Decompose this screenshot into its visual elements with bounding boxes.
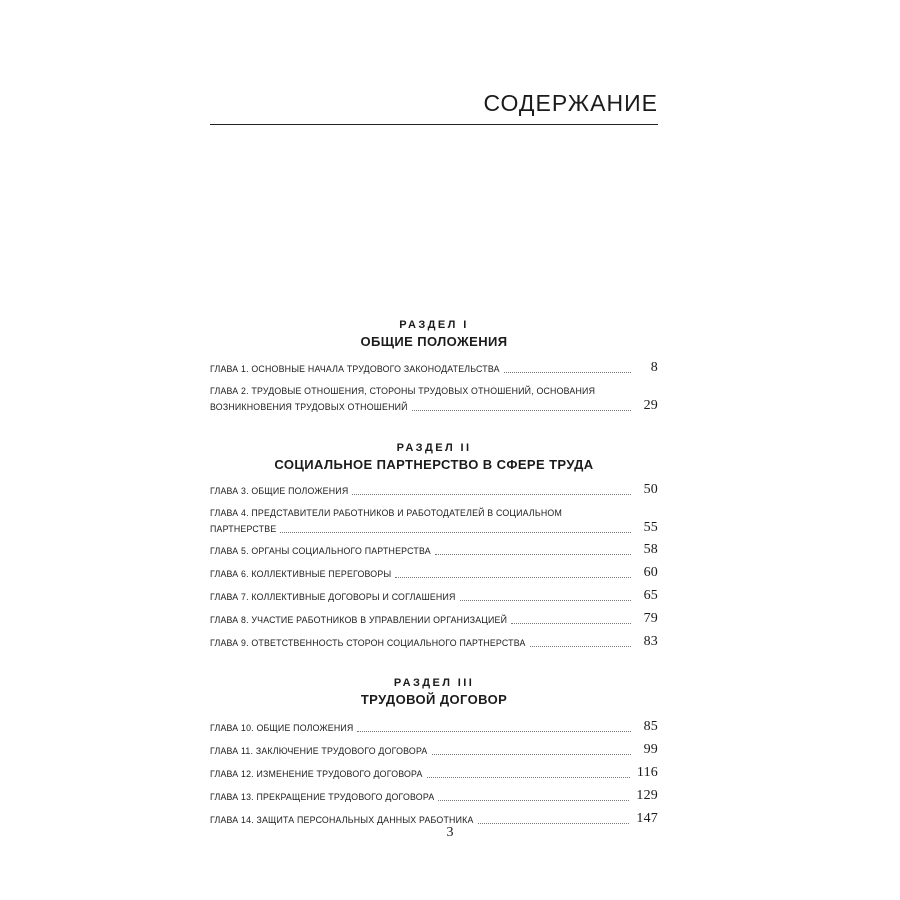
chapter-title: ГЛАВА 10. ОБЩИЕ ПОЛОЖЕНИЯ	[210, 723, 354, 733]
chapter-title: ГЛАВА 6. КОЛЛЕКТИВНЫЕ ПЕРЕГОВОРЫ	[210, 569, 392, 579]
page-number: 8	[650, 360, 658, 375]
page-number: 116	[636, 765, 658, 780]
dot-leader	[395, 576, 631, 578]
dot-leader	[427, 776, 630, 778]
section-1	[210, 317, 658, 351]
chapter-title: ГЛАВА 3. ОБЩИЕ ПОЛОЖЕНИЯ	[210, 486, 349, 496]
toc-entry-chapter-2[interactable]	[210, 385, 658, 414]
page-number: 65	[643, 588, 658, 603]
chapter-title: ГЛАВА 12. ИЗМЕНЕНИЕ ТРУДОВОГО ДОГОВОРА	[210, 769, 423, 779]
page-number: 60	[643, 565, 658, 580]
page-number: 147	[636, 811, 658, 826]
section-2	[210, 440, 658, 474]
toc-entry-chapter-10[interactable]	[210, 719, 658, 735]
dot-leader	[435, 553, 631, 555]
chapter-title: ГЛАВА 13. ПРЕКРАЩЕНИЕ ТРУДОВОГО ДОГОВОРА	[210, 792, 435, 802]
chapter-title-line2: ПАРТНЕРСТВЕ	[210, 524, 277, 534]
toc-entry-chapter-4[interactable]	[210, 507, 658, 536]
chapter-title: ГЛАВА 9. ОТВЕТСТВЕННОСТЬ СТОРОН СОЦИАЛЬНОГО ПАРТНЕРСТВА	[210, 638, 526, 648]
dot-leader	[460, 599, 631, 601]
table-of-contents	[210, 317, 658, 827]
page-header	[210, 88, 658, 125]
dot-leader	[432, 753, 632, 755]
page-number: 83	[643, 634, 658, 649]
toc-entry-chapter-9[interactable]	[210, 634, 658, 650]
dot-leader	[357, 730, 631, 732]
dot-leader	[412, 409, 631, 411]
page-number: 29	[643, 398, 658, 413]
chapter-title: ГЛАВА 7. КОЛЛЕКТИВНЫЕ ДОГОВОРЫ И СОГЛАШЕНИЯ	[210, 592, 456, 602]
dot-leader	[478, 822, 630, 824]
section-label: РАЗДЕЛ II	[396, 442, 472, 454]
chapter-title: ГЛАВА 1. ОСНОВНЫЕ НАЧАЛА ТРУДОВОГО ЗАКОНОДАТЕЛЬСТВА	[210, 364, 500, 374]
page-title: СОДЕРЖАНИЕ	[483, 90, 658, 116]
chapter-title: ГЛАВА 14. ЗАЩИТА ПЕРСОНАЛЬНЫХ ДАННЫХ РАБОТНИКА	[210, 815, 474, 825]
page-number: 99	[643, 742, 658, 757]
dot-leader	[530, 645, 631, 647]
dot-leader	[511, 622, 631, 624]
section-label: РАЗДЕЛ III	[393, 677, 475, 689]
page-number: 129	[636, 788, 658, 803]
toc-entry-chapter-7[interactable]	[210, 588, 658, 604]
dot-leader	[352, 493, 631, 495]
page-footer-number: 3	[446, 825, 454, 840]
section-title: ОБЩИЕ ПОЛОЖЕНИЯ	[360, 334, 508, 349]
chapter-title-line1: ГЛАВА 4. ПРЕДСТАВИТЕЛИ РАБОТНИКОВ И РАБОТОДАТЕЛЕЙ В СОЦИАЛЬНОМ	[210, 508, 562, 518]
chapter-title-line1: ГЛАВА 2. ТРУДОВЫЕ ОТНОШЕНИЯ, СТОРОНЫ ТРУДОВЫХ ОТНОШЕНИЙ, ОСНОВАНИЯ	[210, 386, 596, 396]
chapter-title: ГЛАВА 5. ОРГАНЫ СОЦИАЛЬНОГО ПАРТНЕРСТВА	[210, 546, 431, 556]
page-number: 50	[643, 482, 658, 497]
chapter-title: ГЛАВА 8. УЧАСТИЕ РАБОТНИКОВ В УПРАВЛЕНИИ ОРГАНИЗАЦИЕЙ	[210, 615, 508, 625]
section-title: ТРУДОВОЙ ДОГОВОР	[360, 692, 508, 707]
dot-leader	[504, 371, 631, 373]
toc-entry-chapter-8[interactable]	[210, 611, 658, 627]
chapter-title-line2: ВОЗНИКНОВЕНИЯ ТРУДОВЫХ ОТНОШЕНИЙ	[210, 402, 408, 412]
toc-entry-chapter-13[interactable]	[210, 788, 658, 804]
toc-entry-chapter-12[interactable]	[210, 765, 658, 781]
section-3	[210, 675, 658, 709]
toc-entry-chapter-6[interactable]	[210, 565, 658, 581]
section-label: РАЗДЕЛ I	[399, 319, 469, 331]
section-title: СОЦИАЛЬНОЕ ПАРТНЕРСТВО В СФЕРЕ ТРУДА	[274, 457, 594, 472]
toc-entry-chapter-3[interactable]	[210, 482, 658, 498]
page-number: 85	[643, 719, 658, 734]
page-number: 58	[643, 542, 658, 557]
toc-entry-chapter-5[interactable]	[210, 542, 658, 558]
chapter-title: ГЛАВА 11. ЗАКЛЮЧЕНИЕ ТРУДОВОГО ДОГОВОРА	[210, 746, 428, 756]
dot-leader	[438, 799, 629, 801]
page-number: 55	[643, 520, 658, 535]
page-number: 79	[643, 611, 658, 626]
toc-entry-chapter-1[interactable]	[210, 360, 658, 376]
toc-entry-chapter-11[interactable]	[210, 742, 658, 758]
dot-leader	[280, 531, 631, 533]
